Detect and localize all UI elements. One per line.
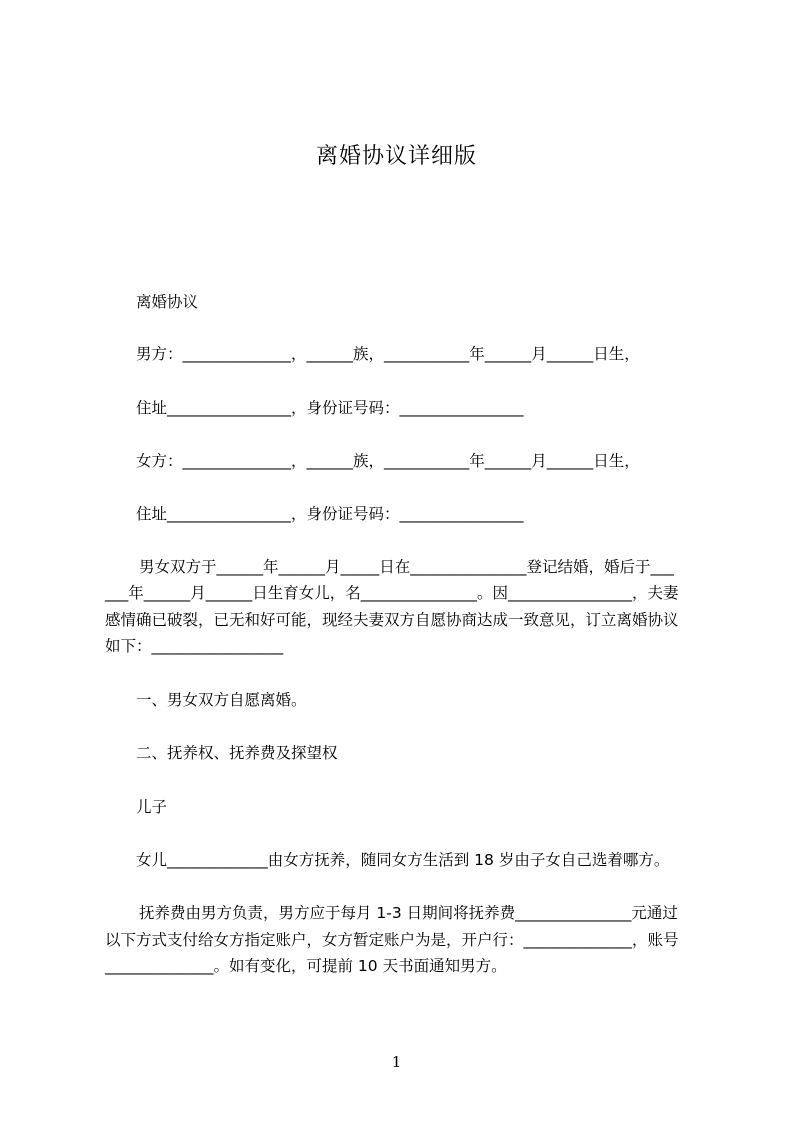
woman-address-line: 住址________________，身份证号码：________________ [136, 505, 524, 523]
document-title: 离婚协议详细版 [315, 144, 477, 169]
clause-2: 二、抚养权、抚养费及探望权 [136, 744, 338, 762]
man-address-line: 住址________________，身份证号码：________________ [136, 399, 524, 417]
marriage-line-4: 如下：_________________ [105, 637, 284, 655]
man-info-line: 男方：______________，______族，___________年______月______日生， [136, 345, 640, 363]
marriage-line-3: 感情确已破裂，已无和好可能，现经夫妻双方自愿协商达成一致意见，订立离婚协议 [105, 611, 679, 629]
marriage-line-2: ___年______月______日生育女儿，名_______________。因________________，夫妻 [105, 584, 679, 602]
support-line-1: 抚养费由男方负责，男方应于每月 1-3 日期间将抚养费_______________元通过 [139, 904, 678, 922]
son-line: 儿子 [136, 798, 168, 816]
woman-info-line: 女方：______________，______族，___________年______月______日生， [136, 452, 640, 470]
page-number: 1 [391, 1053, 402, 1071]
daughter-line: 女儿_____________由女方抚养，随同女方生活到 18 岁由子女自己选着哪方。 [136, 851, 670, 869]
agreement-heading: 离婚协议 [136, 293, 199, 311]
support-line-2: 以下方式支付给女方指定账户，女方暂定账户为是，开户行：______________，账号 [105, 931, 679, 949]
clause-1: 一、男女双方自愿离婚。 [136, 691, 307, 709]
marriage-line-1: 男女双方于______年______月_____日在_______________登记结婚，婚后于___ [139, 558, 674, 576]
support-line-3: ______________。如有变化，可提前 10 天书面通知男方。 [105, 957, 507, 975]
